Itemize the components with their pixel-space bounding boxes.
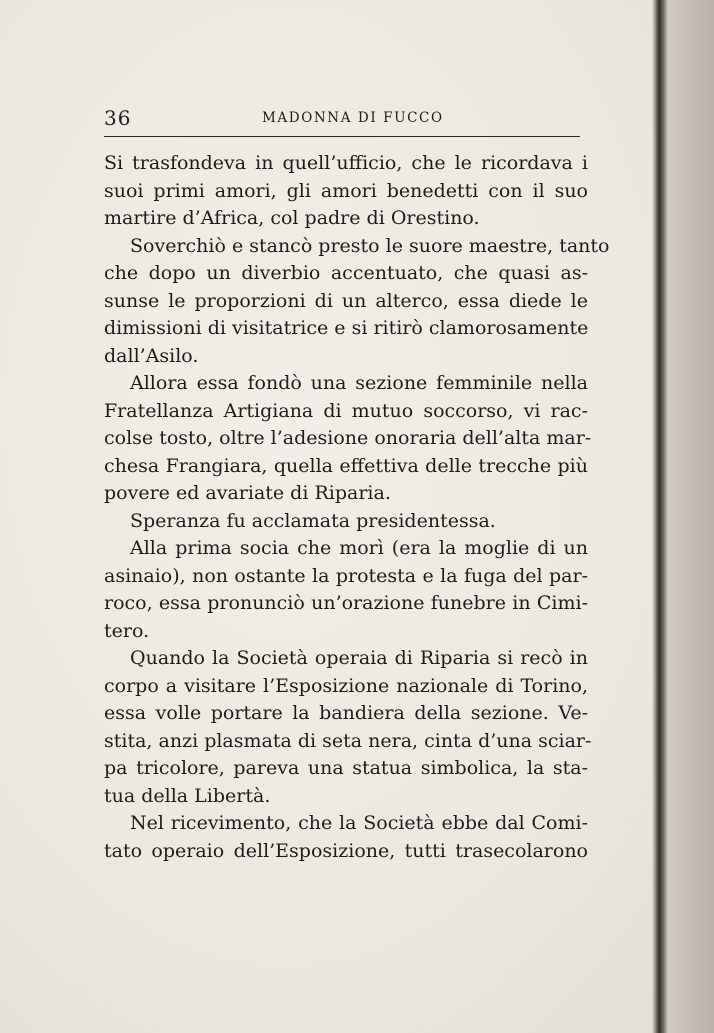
text-line: Si trasfondeva in quell’ufficio, che le ricordava i [104,152,588,174]
text-line: Fratellanza Artigiana di mutuo soccorso, vi rac- [104,399,588,422]
text-line: dall’Asilo. [104,344,199,367]
text-line: martire d’Africa, col padre di Orestino. [104,207,480,229]
text-line: Soverchiò e stancò presto le suore maestre, tanto [130,234,610,257]
text-line: che dopo un diverbio accentuato, che quasi as- [104,262,588,284]
header-rule [104,136,580,137]
text-line: corpo a visitare l’Esposizione nazionale di Torino, [104,674,588,697]
text-line: tato operaio dell’Esposizione, tutti trasecolarono [104,839,588,862]
text-line: sunse le proporzioni di un alterco, essa diede le [104,289,588,312]
text-line: suoi primi amori, gli amori benedetti con il suo [104,179,588,202]
text-line: Quando la Società operaia di Riparia si recò in [130,647,588,669]
text-line: tua della Libertà. [104,784,271,807]
text-line: stita, anzi plasmata di seta nera, cinta d’una sciar- [104,729,592,752]
body-text [104,150,610,865]
text-line: pa tricolore, pareva una statua simbolica, la sta- [104,757,588,779]
page-header [104,106,578,138]
page-number: 36 [104,106,132,130]
running-title: MADONNA DI FUCCO [262,110,444,126]
text-line: Allora essa fondò una sezione femminile nella [130,372,588,394]
text-line: asinaio), non ostante la protesta e la fuga del par- [104,564,588,587]
text-line: chesa Frangiara, quella effettiva delle trecche più [104,454,588,477]
page-gutter-shadow [652,0,668,1033]
text-line: roco, essa pronunciò un’orazione funebre in Cimi- [104,592,588,614]
text-line: povere ed avariate di Riparia. [104,482,391,504]
text-line: Speranza fu acclamata presidentessa. [130,509,496,532]
text-line: Alla prima socia che morì (era la moglie di un [130,537,588,559]
text-line: colse tosto, oltre l’adesione onoraria dell’alta mar- [104,427,592,449]
text-line: essa volle portare la bandiera della sezione. Ve- [104,702,588,724]
text-line: Nel ricevimento, che la Società ebbe dal Comi- [130,812,588,834]
text-line: tero. [104,619,150,642]
text-line: dimissioni di visitatrice e si ritirò clamorosamente [104,317,589,339]
